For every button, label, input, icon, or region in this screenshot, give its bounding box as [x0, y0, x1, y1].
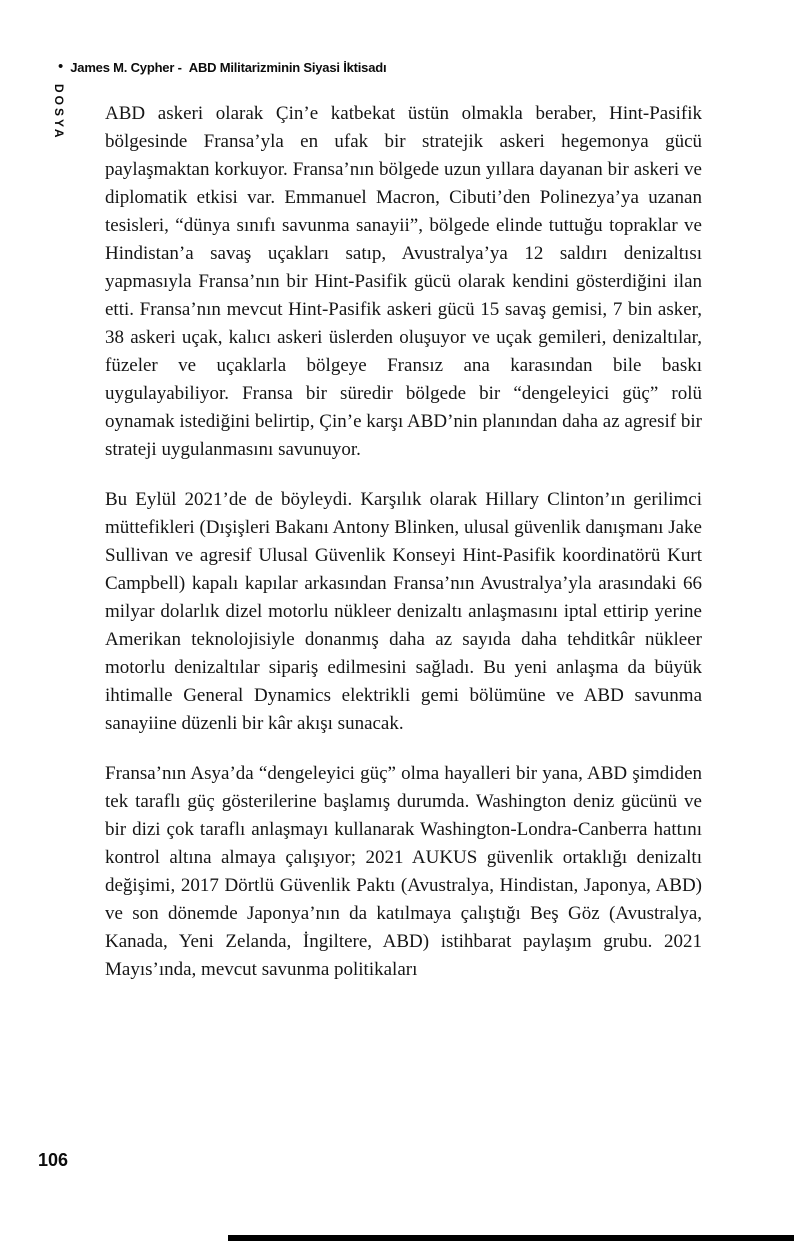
page-number: 106 — [38, 1150, 69, 1170]
paragraph-3: Fransa’nın Asya’da “dengeleyici güç” olma hayalleri bir yana, ABD şimdiden tek taraflı güç gösterilerine başlamış durumda. Washington deniz gücünü ve bir dizi çok taraflı anlaşmayı kullanarak Washington-Londra-Canberra hattını kontrol altına almaya çalışıyor; 2021 AUKUS güvenlik ortaklığı denizaltı değişimi, 2017 Dörtlü Güvenlik Paktı (Avustralya, Hindistan, Japonya, ABD) ve son dönemde Japonya’nın da katılmaya çalıştığı Beş Göz (Avustralya, Kanada, Yeni Zelanda, İngiltere, ABD) istihbarat paylaşım grubu. 2021 Mayıs’ında, mevcut savunma politikaları — [105, 763, 702, 980]
bullet-icon: • — [58, 58, 64, 75]
header-book-title: ABD Militarizminin Siyasi İktisadı — [188, 60, 387, 75]
header-author: James M. Cypher - — [70, 60, 182, 75]
running-header — [58, 60, 386, 75]
section-label-dosya: DOSYA — [52, 84, 66, 141]
paragraph-1: ABD askeri olarak Çin’e katbekat üstün olmakla beraber, Hint-Pasifik bölgesinde Fransa’yla en ufak bir stratejik askeri hegemonya gücü paylaşmaktan korkuyor. Fransa’nın bölgede uzun yıllara dayanan bir askeri ve diplomatik etkisi var. Emmanuel Macron, Cibuti’den Polinezya’ya uzanan tesisleri, “dünya sınıfı savunma sanayii”, bölgede elinde tuttuğu topraklar ve Hindistan’a savaş uçakları satıp, Avustralya’ya 12 saldırı denizaltısı yapmasıyla Fransa’nın bir Hint-Pasifik gücü olarak kendini gösterdiğini ilan etti. Fransa’nın mevcut Hint-Pasifik askeri gücü 15 savaş gemisi, 7 bin asker, 38 askeri uçak, kalıcı askeri üslerden oluşuyor ve uçak gemileri, denizaltılar, füzeler ve uçaklarla bölgeye Fransız ana karasından bile baskı uygulayabiliyor. Fransa bir süredir bölgede bir “dengeleyici güç” rolü oynamak istediğini belirtip, Çin’e karşı ABD’nin planından daha az agresif bir strateji uygulanmasını savunuyor. — [105, 103, 702, 460]
paragraph-2: Bu Eylül 2021’de de böyleydi. Karşılık olarak Hillary Clinton’ın gerilimci müttefikleri (Dışişleri Bakanı Antony Blinken, ulusal güvenlik danışmanı Jake Sullivan ve agresif Ulusal Güvenlik Konseyi Hint-Pasifik koordinatörü Kurt Campbell) kapalı kapılar arkasından Fransa’nın Avustralya’yla arasındaki 66 milyar dolarlık dizel motorlu nükleer denizaltı anlaşmasını iptal ettirip yerine Amerikan teknolojisiyle donanmış daha az sayıda daha tehditkâr nükleer motorlu denizaltılar sipariş edilmesini sağladı. Bu yeni anlaşma da büyük ihtimalle General Dynamics elektrikli gemi bölümüne ve ABD savunma sanayiine düzenli bir kâr akışı sunacak. — [105, 489, 702, 734]
body-text — [105, 100, 702, 1006]
bottom-edge-bar — [228, 1235, 794, 1241]
